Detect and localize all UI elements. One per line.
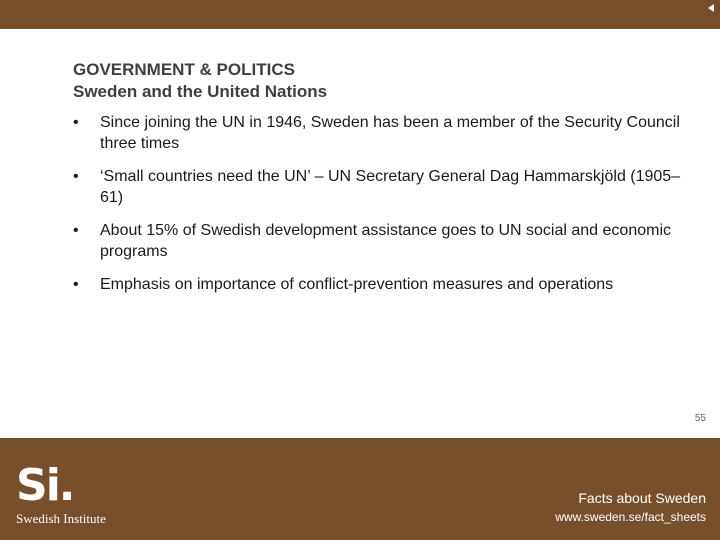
logo-text: Swedish Institute xyxy=(16,511,106,526)
bullet-icon: • xyxy=(73,276,79,293)
footer-title: Facts about Sweden xyxy=(578,490,706,506)
header-band xyxy=(0,0,720,29)
list-item xyxy=(73,166,693,208)
swedish-institute-logo xyxy=(16,460,136,528)
footer-url: www.sweden.se/fact_sheets xyxy=(555,510,706,524)
section-heading: GOVERNMENT & POLITICS xyxy=(73,60,295,79)
bullet-text: Since joining the UN in 1946, Sweden has been a member of the Security Council three times xyxy=(100,114,680,152)
list-item xyxy=(73,274,693,295)
bullet-text: Emphasis on importance of conflict-prevention measures and operations xyxy=(100,276,614,293)
list-item xyxy=(73,220,693,262)
bullet-icon: • xyxy=(73,114,79,131)
page-number: 55 xyxy=(694,413,706,424)
list-item xyxy=(73,112,693,154)
bullet-text: ‘Small countries need the UN’ – UN Secretary General Dag Hammarskjöld (1905–61) xyxy=(100,168,681,206)
triangle-left-icon xyxy=(704,1,718,15)
logo-mark: Si. xyxy=(16,460,74,511)
bullet-list xyxy=(73,112,693,307)
bullet-icon: • xyxy=(73,168,79,185)
bullet-icon: • xyxy=(73,222,79,239)
page-title xyxy=(73,59,327,103)
slide-title: Sweden and the United Nations xyxy=(73,82,328,101)
bullet-text: About 15% of Swedish development assistance goes to UN social and economic programs xyxy=(100,222,671,260)
